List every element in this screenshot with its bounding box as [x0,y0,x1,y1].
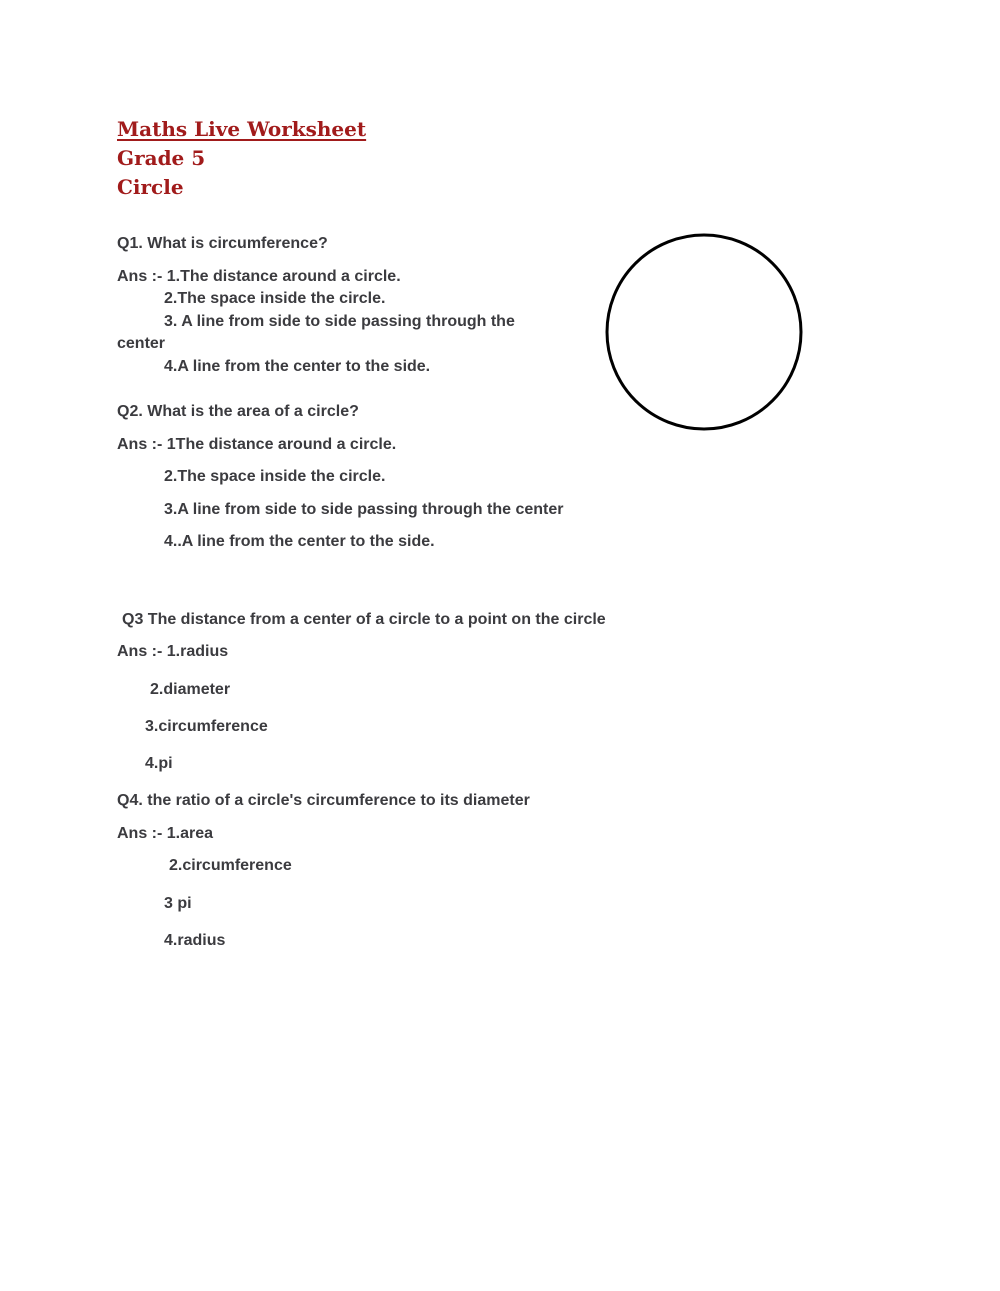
q3-answer-option-1: Ans :- 1.radius [117,643,229,660]
q2-question: Q2. What is the area of a circle? [117,403,359,420]
q3-question: Q3 The distance from a center of a circle to a point on the circle [122,611,606,628]
q2-answer-option-2: 2.The space inside the circle. [164,468,386,485]
q4-answer-option-4: 4.radius [164,932,226,949]
q1-question: Q1. What is circumference? [117,235,328,252]
q4-answer-option-2: 2.circumference [169,857,292,874]
q4-answer-option-1: Ans :- 1.area [117,825,214,842]
q1-answer-option-3-continued: center [117,335,166,352]
q2-answer-option-4: 4..A line from the center to the side. [164,533,435,550]
q4-answer-option-3: 3 pi [164,895,192,912]
grade-label: Grade 5 [117,146,206,170]
q1-answer-option-4: 4.A line from the center to the side. [164,358,431,375]
topic-label: Circle [117,175,184,199]
circle-outline-icon [603,231,807,435]
q1-answer-option-1: Ans :- 1.The distance around a circle. [117,268,401,285]
q4-question: Q4. the ratio of a circle's circumference to its diameter [117,792,530,809]
q3-answer-option-4: 4.pi [145,755,173,772]
q3-answer-option-2: 2.diameter [150,681,231,698]
q2-answer-option-3: 3.A line from side to side passing through the center [164,501,564,518]
q3-answer-option-3: 3.circumference [145,718,268,735]
q2-answer-option-1: Ans :- 1The distance around a circle. [117,436,397,453]
worksheet-title: Maths Live Worksheet [117,117,367,141]
q1-answer-option-3: 3. A line from side to side passing through the [164,313,515,330]
q1-answer-option-2: 2.The space inside the circle. [164,290,386,307]
